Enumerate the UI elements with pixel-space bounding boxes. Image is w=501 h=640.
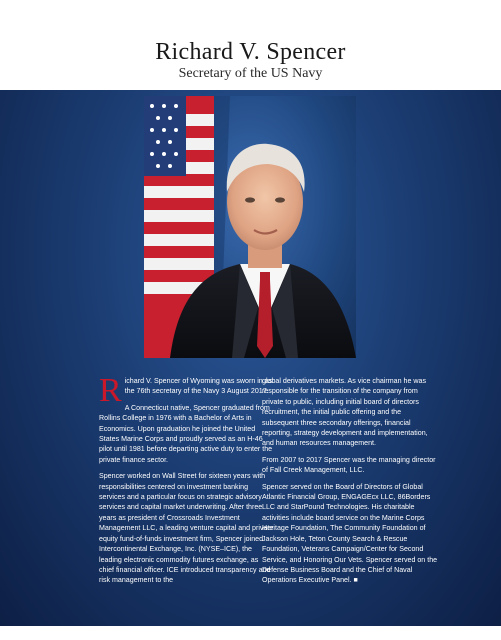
paragraph-text: Spencer served on the Board of Directors of Global Atlantic Financial Group, ENGAGEcx LLC, 86Borders LLC and StarPound Technologies. His charitable activities include board service on the Marine Corps Heritage Foundation, The Community Foundation of Jackson Hole, Teton County Search & Rescue Foundation, Veterans Campaign/Center for Second Service, and Honoring Our Vets. Spencer served on the Defense Business Board and the Chief of Naval Operations Executive Panel. — [262, 482, 438, 585]
article-column-left — [99, 372, 275, 592]
portrait-illustration — [144, 96, 356, 358]
person-name: Richard V. Spencer — [155, 39, 346, 65]
portrait-photo — [144, 96, 356, 358]
page-footer-margin — [0, 626, 501, 640]
article-panel — [0, 90, 501, 626]
person-title: Secretary of the US Navy — [178, 66, 323, 81]
page-header — [0, 0, 501, 90]
article-paragraph-3: Spencer worked on Wall Street for sixteen years with responsibilities centered on investment banking services and a particular focus on strategic advisory services and capital market underwriting. After three years as president of Crossroads Investment Management LLC, a leading venture capital and private equity fund-of-funds investment firm, Spencer joined Intercontinental Exchange, Inc. (NYSE–ICE), the leading electronic commodity futures exchange, as chief financial officer. ICE introduced transparency and risk management to the — [99, 472, 274, 585]
article-paragraph-4: global derivatives markets. As vice chairman he was responsible for the transition of the company from private to public, including initial board of directors recruitment, the initial public offering and the subsequent three secondary offerings, financial reporting, strategy development and implementation, and human resources management. — [262, 377, 428, 448]
article-paragraph-6 — [262, 482, 438, 586]
article-column-right — [262, 376, 438, 592]
article-paragraph-1 — [99, 372, 275, 409]
drop-cap: R — [99, 372, 122, 409]
article-paragraph-2: A Connecticut native, Spencer graduated from Rollins College in 1976 with a Bachelor of Arts in Economics. Upon graduation he joined the United States Marine Corps and proudly served as an H-46 pilot until 1981 before departing active duty to enter the private finance sector. — [99, 403, 273, 464]
article-paragraph-5: From 2007 to 2017 Spencer was the managing director of Fall Creek Management, LLC. — [262, 455, 436, 475]
paragraph-text: ichard V. Spencer of Wyoming was sworn in as the 76th secretary of the Navy 3 August 2017. — [124, 377, 273, 396]
end-mark-icon: ■ — [353, 576, 358, 585]
